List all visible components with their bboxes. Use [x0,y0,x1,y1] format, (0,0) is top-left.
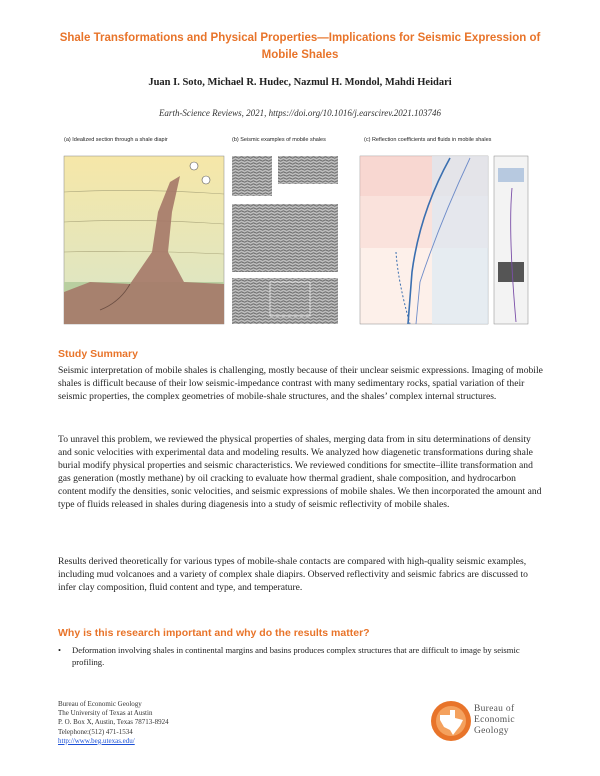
bullet-icon: • [58,645,62,655]
bullet-text: Deformation involving shales in continental margins and basins produces complex structures that are difficult to image by seismic profiling. [72,645,520,667]
footer-phone: Telephone:(512) 471-1534 [58,727,133,736]
panel-c-plot [360,156,528,324]
study-summary-heading: Study Summary [58,348,138,360]
footer-address: P. O. Box X, Austin, Texas 78713-8924 [58,718,169,727]
summary-figure [60,132,530,332]
panel-b-seismic [232,156,338,324]
panel-b-label: (b) Seismic examples of mobile shales [232,137,326,143]
footer-org: Bureau of Economic Geology [58,700,142,708]
citation: Earth-Science Reviews, 2021, https://doi.org/10.1016/j.earscirev.2021.103746 [158,108,442,118]
logo-line: Bureau of [474,704,515,714]
importance-bullet [58,644,544,668]
authors: Juan I. Soto, Michael R. Hudec, Nazmul H. Mondol, Mahdi Heidari [148,77,452,88]
summary-paragraph: Seismic interpretation of mobile shales is challenging, mostly because of their unclear seismic expressions. Imaging of mobile shales is difficult because of their low seismic-impedance contrast with many sedimentary rocks, spatial variation of their seismic properties, the complex geometries of mobile-shale structures, and the shales’ complex internal structures. [58,365,543,402]
beg-logo [430,700,560,742]
footer-university: The University of Texas at Austin [58,709,153,718]
summary-paragraph: Results derived theoretically for various types of mobile-shale contacts are compared with high-quality seismic examples, including mud volcanoes and a variety of complex shale diapirs. Observed reflectivity and seismic fabrics are discussed to infer clay composition, fluid content and type, and temperature. [58,556,528,593]
footer-contact [58,700,169,746]
logo-line: Geology [474,726,509,736]
importance-heading: Why is this research important and why do the results matter? [58,627,370,639]
figure-graphic [60,132,530,332]
texas-sun-icon [430,700,472,742]
panel-a-label: (a) Idealized section through a shale diapir [64,137,168,143]
paper-title: Shale Transformations and Physical Properties—Implications for Seismic Expression of Mobile Shales [59,32,541,61]
panel-a-section [64,156,224,324]
summary-paragraph: To unravel this problem, we reviewed the physical properties of shales, merging data from in situ determinations of density and sonic velocities with experimental data and modeling results. We analyzed how diagenetic transformations during shale burial modify physical properties and seismic characteristics. We reviewed conditions for smectite–illite transformation and gas generation (mostly methane) by oil cracking to evaluate how thermal gradient, shale composition, and hydrocarbon content modify the densities, sonic velocities, and seismic expressions of mobile shales. We then incorporated the amount and type of fluids released in shales during diagenesis into a study of seismic reflectivity of mobile shales. [58,434,542,510]
panel-c-label: (c) Reflection coefficients and fluids in mobile shales [364,137,492,143]
logo-line: Economic [474,715,515,725]
footer-website-link[interactable]: http://www.beg.utexas.edu/ [58,736,135,745]
logo-wordmark [474,704,515,737]
